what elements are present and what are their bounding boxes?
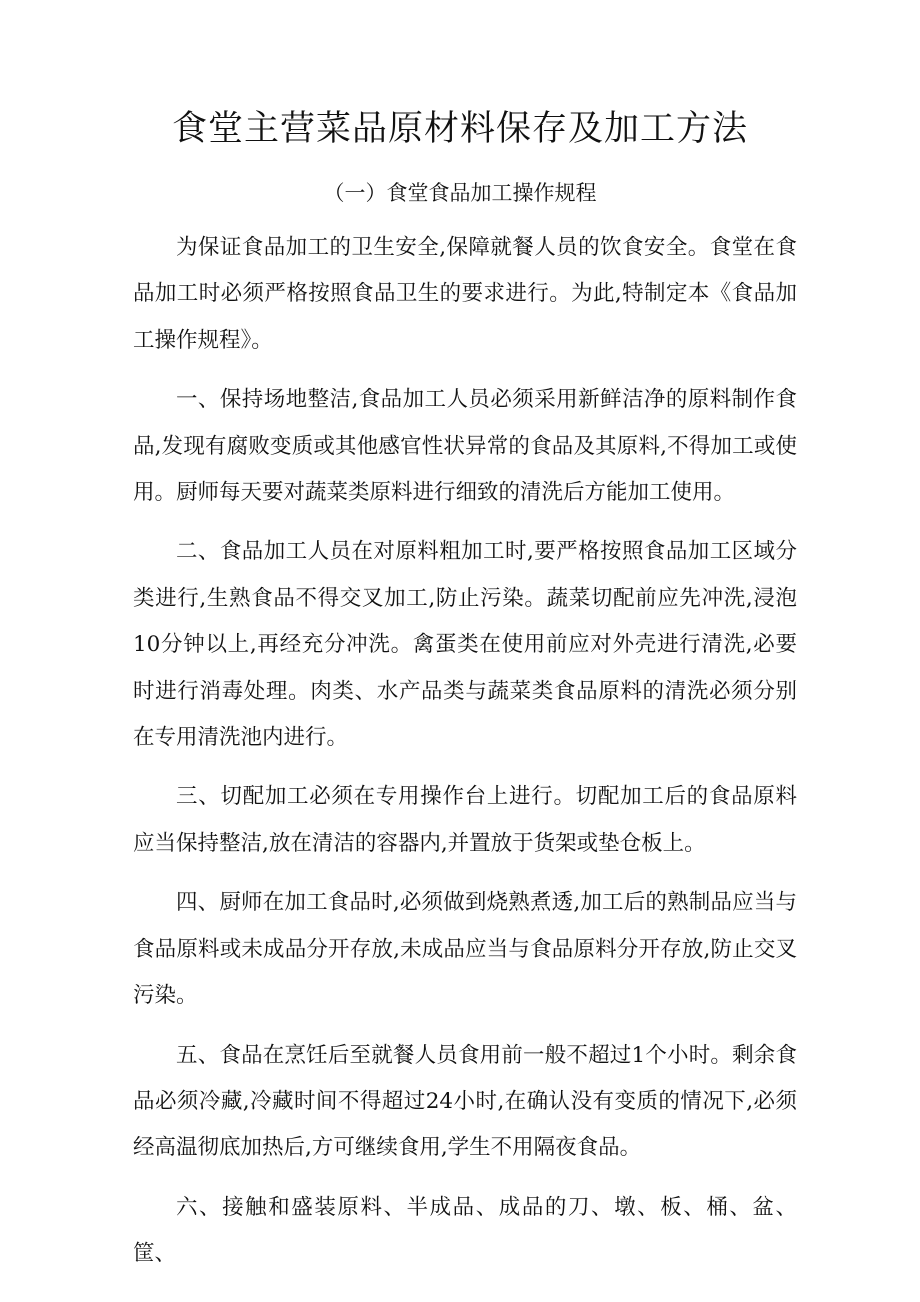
rule-paragraph-6: 六、接触和盛装原料、半成品、成品的刀、墩、板、桶、盆、筐、 <box>133 1194 797 1267</box>
rule-paragraph-3: 三、切配加工必须在专用操作台上进行。切配加工后的食品原料应当保持整洁,放在清洁的容器内,并置放于货架或垫仓板上。 <box>133 784 797 856</box>
rule-paragraph-2: 二、食品加工人员在对原料粗加工时,要严格按照食品加工区域分类进行,生熟食品不得交叉加工,防止污染。蔬菜切配前应先冲洗,浸泡10分钟以上,再经充分冲洗。禽蛋类在使用前应对外壳进行清洗,必要时进行消毒处理。肉类、水产品类与蔬菜类食品原料的清洗必须分别在专用清洗池内进行。 <box>133 539 797 751</box>
rule-paragraph-5: 五、食品在烹饪后至就餐人员食用前一般不超过1个小时。剩余食品必须冷藏,冷藏时间不得超过24小时,在确认没有变质的情况下,必须经高温彻底加热后,方可继续食用,学生不用隔夜食品。 <box>133 1042 797 1161</box>
intro-paragraph: 为保证食品加工的卫生安全,保障就餐人员的饮食安全。食堂在食品加工时必须严格按照食品卫生的要求进行。为此,特制定本《食品加工操作规程》。 <box>133 235 797 353</box>
rule-paragraph-1: 一、保持场地整洁,食品加工人员必须采用新鲜洁净的原料制作食品,发现有腐败变质或其他感官性状异常的食品及其原料,不得加工或使用。厨师每天要对蔬菜类原料进行细致的清洗后方能加工使用。 <box>133 387 797 506</box>
rule-paragraph-4: 四、厨师在加工食品时,必须做到烧熟煮透,加工后的熟制品应当与食品原料或未成品分开存放,未成品应当与食品原料分开存放,防止交叉污染。 <box>133 890 797 1009</box>
section-heading: （一）食堂食品加工操作规程 <box>323 181 597 205</box>
document-title: 食堂主营菜品原材料保存及加工方法 <box>171 109 748 149</box>
document-body <box>133 225 797 1291</box>
